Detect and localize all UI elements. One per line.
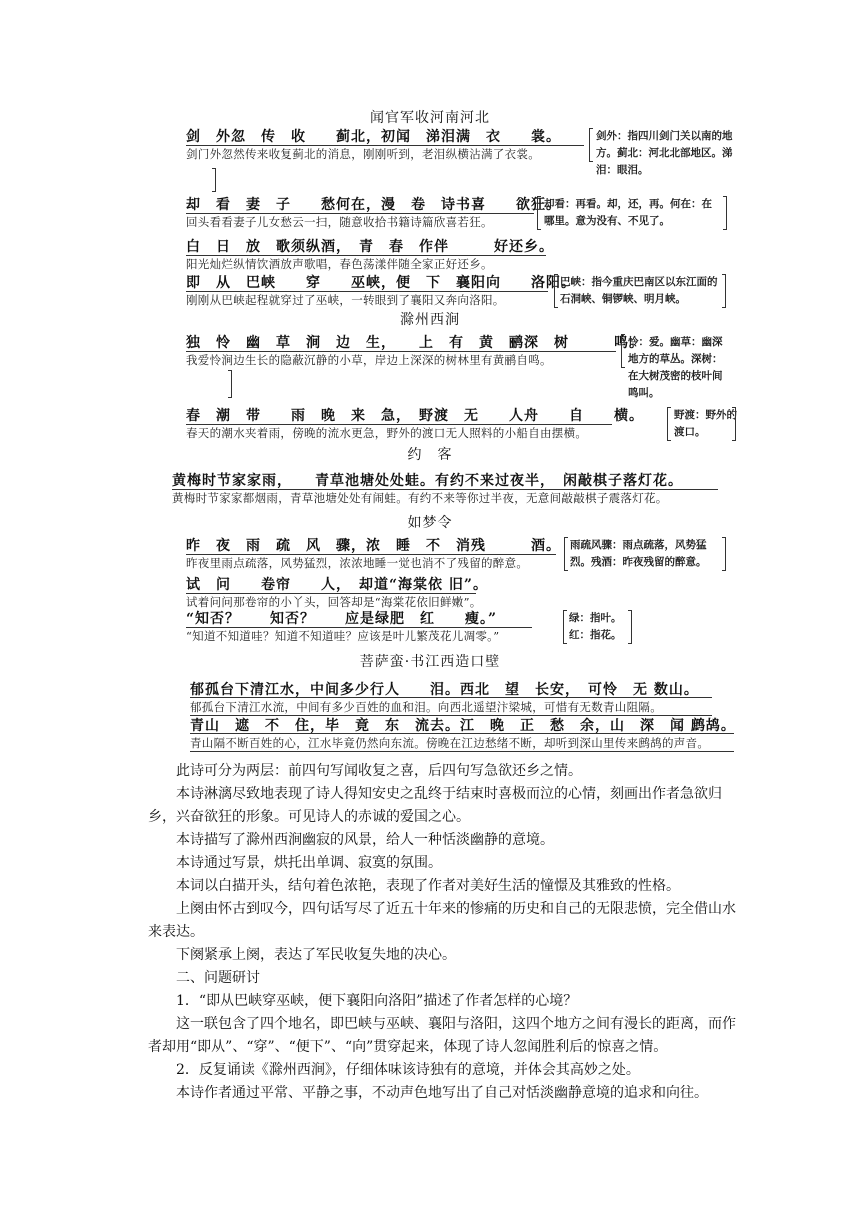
poem-line-original: 剑 外忽 传 收 蓟北，初闻 涕泪满 衣 裳。 xyxy=(186,129,561,145)
poem-line-original: 春 潮 带 雨 晚 来 急， 野渡 无 人舟 自 横。 xyxy=(186,408,644,424)
note-bracket xyxy=(621,334,625,368)
annotation-note: 绿：指叶。红：指花。 xyxy=(569,612,622,641)
poem-title: 约 客 xyxy=(407,447,453,463)
note-bracket xyxy=(732,407,736,441)
annotation-note: 巴峡：指今重庆巴南区以东江面的石洞峡、铜锣峡、明月峡。 xyxy=(560,276,718,305)
annotation-note: 却看：再看。却，还，再。何在：在哪里。意为没有、不见了。 xyxy=(544,198,712,227)
commentary-paragraph: 此诗可分为两层：前四句写闻收复之喜，后四句写急欲还乡之情。 xyxy=(176,763,582,779)
note-bracket xyxy=(723,196,727,230)
annotation-note: 剑外：指四川剑门关以南的地方。蓟北：河北北部地区。涕泪：眼泪。 xyxy=(596,130,733,176)
note-bracket xyxy=(228,370,232,398)
poem-line-original: 昨 夜 雨 疏 风 骤，浓 睡 不 消残 酒。 xyxy=(186,538,561,554)
commentary-paragraph: 本诗描写了滁州西涧幽寂的风景，给人一种恬淡幽静的意境。 xyxy=(176,832,554,848)
underline xyxy=(190,751,734,752)
poem-line-translation: 我爱怜涧边生长的隐蔽沉静的小草，岸边上深深的树林里有黄鹂自鸣。 xyxy=(186,353,552,367)
question-text: 2．反复诵读《滁州西涧》，仔细体味该诗独有的意境，并体会其高妙之处。 xyxy=(176,1062,640,1078)
note-bracket xyxy=(212,168,216,192)
poem-line-original: 青山 遮 不 住，毕 竟 东 流去。江 晚 正 愁 余，山 深 闻 鹧鸪。 xyxy=(190,718,736,734)
annotation-note: 野渡：野外的渡口。 xyxy=(674,409,737,438)
underline xyxy=(190,697,712,698)
poem-line-original: 黄梅时节家家雨， 青草池塘处处蛙。有约不来过夜半， 闲敲棋子落灯花。 xyxy=(172,473,683,489)
note-bracket xyxy=(589,128,593,162)
poem-title: 闻官军收河南河北 xyxy=(370,110,490,126)
poem-line-translation: 春天的潮水夹着雨，傍晚的流水更急，野外的渡口无人照料的小船自由摆横。 xyxy=(186,426,588,440)
poem-line-translation: 阳光灿烂纵情饮酒放声歌唱，春色荡漾伴随全家正好还乡。 xyxy=(186,257,493,271)
poem-line-translation: 郁孤台下清江水流，中间有多少百姓的血和泪。向西北遥望汴梁城，可惜有无数青山阻隔。 xyxy=(190,700,662,714)
commentary-paragraph: 下阕紧承上阕，表达了军民收复失地的决心。 xyxy=(176,947,456,963)
commentary-paragraph: 上阕由怀古到叹今，四句话写尽了近五十年来的惨痛的历史和自己的无限悲愤，完全借山水来表达。 xyxy=(148,901,736,940)
poem-line-translation: “知道不知道哇？知道不知道哇？应该是叶儿繁茂花儿凋零。” xyxy=(186,629,500,643)
poem-line-original: 即 从 巴峡 穿 巫峡，便 下 襄阳向 洛阳。 xyxy=(186,275,576,291)
poem-line-original: 白 日 放 歌须纵酒， 青 春 作伴 好还乡。 xyxy=(186,239,554,255)
poem-line-translation: 回头看看妻子儿女愁云一扫，随意收拾书籍诗篇欣喜若狂。 xyxy=(186,215,493,229)
note-bracket xyxy=(628,610,632,644)
commentary-paragraph: 本诗淋漓尽致地表现了诗人得知安史之乱终于结束时喜极而泣的心情，刻画出作者急欲归乡，兴奋欲狂的形象。可见诗人的赤诚的爱国之心。 xyxy=(148,786,722,825)
poem-title: 如梦令 xyxy=(407,515,453,531)
note-bracket xyxy=(564,537,568,571)
poem-line-translation: 剑门外忽然传来收复蓟北的消息，刚刚听到，老泪纵横沾满了衣裳。 xyxy=(186,147,540,161)
note-bracket xyxy=(722,274,726,308)
annotation-note: 怜：爱。幽草：幽深地方的草丛。深树：在大树茂密的枝叶间鸣叫。 xyxy=(628,336,723,399)
poem-line-translation: 昨夜里雨点疏落，风势猛烈，浓浓地睡一觉也消不了残留的醉意。 xyxy=(186,556,529,570)
commentary-paragraph: 本词以白描开头，结句着色浓艳，表现了作者对美好生活的憧憬及其雅致的性格。 xyxy=(176,878,680,894)
poem-line-original: 试 问 卷帘 人， 却道“海棠依 旧”。 xyxy=(186,577,488,593)
answer-text: 这一联包含了四个地名，即巴峡与巫峡、襄阳与洛阳，这四个地方之间有漫长的距离，而作者却用“即从”、“穿”、“便下”、“向”贯穿起来，体现了诗人忽闻胜利后的惊喜之情。 xyxy=(148,1016,736,1055)
poem-line-translation: 刚刚从巴峡起程就穿过了巫峡，一转眼到了襄阳又奔向洛阳。 xyxy=(186,293,505,307)
note-bracket xyxy=(537,196,541,230)
question-text: 1．“即从巴峡穿巫峡，便下襄阳向洛阳”描述了作者怎样的心境？ xyxy=(176,993,578,1009)
poem-line-original: 却 看 妻 子 愁何在，漫 卷 诗书喜 欲狂。 xyxy=(186,197,561,213)
poem-line-original: 郁孤台下清江水，中间多少行人 泪。西北 望 长安， 可怜 无 数山。 xyxy=(190,682,699,698)
underline xyxy=(190,733,734,734)
poem-line-translation: 黄梅时节家家都烟雨，青草池塘处处有闹蛙。有约不来等你过半夜，无意间敲敲棋子震落灯花。 xyxy=(172,491,668,505)
note-bracket xyxy=(722,537,726,571)
answer-text: 本诗作者通过平常、平静之事，不动声色地写出了自己对恬淡幽静意境的追求和向往。 xyxy=(176,1085,708,1101)
poem-line-translation: 试着问问那卷帘的小丫头，回答却是“海棠花依旧鲜嫩”。 xyxy=(186,595,482,609)
poem-line-original: “知否？ 知否？ 应是绿肥 红 瘦。” xyxy=(186,611,498,627)
note-bracket xyxy=(563,610,567,644)
commentary-paragraph: 本诗通过写景，烘托出单调、寂寞的氛围。 xyxy=(176,855,442,871)
section-heading: 二、问题研讨 xyxy=(176,970,260,986)
poem-title: 菩萨蛮·书江西造口壁 xyxy=(359,654,501,670)
note-bracket xyxy=(554,274,558,308)
annotation-note: 雨疏风骤：雨点疏落，风势猛烈。残酒：昨夜残留的醉意。 xyxy=(570,539,707,568)
poem-line-translation: 青山隔不断百姓的心，江水毕竟仍然向东流。傍晚在江边愁绪不断，却听到深山里传来鹧鸪的声音。 xyxy=(190,736,710,750)
note-bracket xyxy=(667,407,671,441)
poem-title: 滁州西涧 xyxy=(400,312,460,328)
poem-line-original: 独 怜 幽 草 涧 边 生， 上 有 黄 鹂深 树 鸣。 xyxy=(186,335,644,351)
